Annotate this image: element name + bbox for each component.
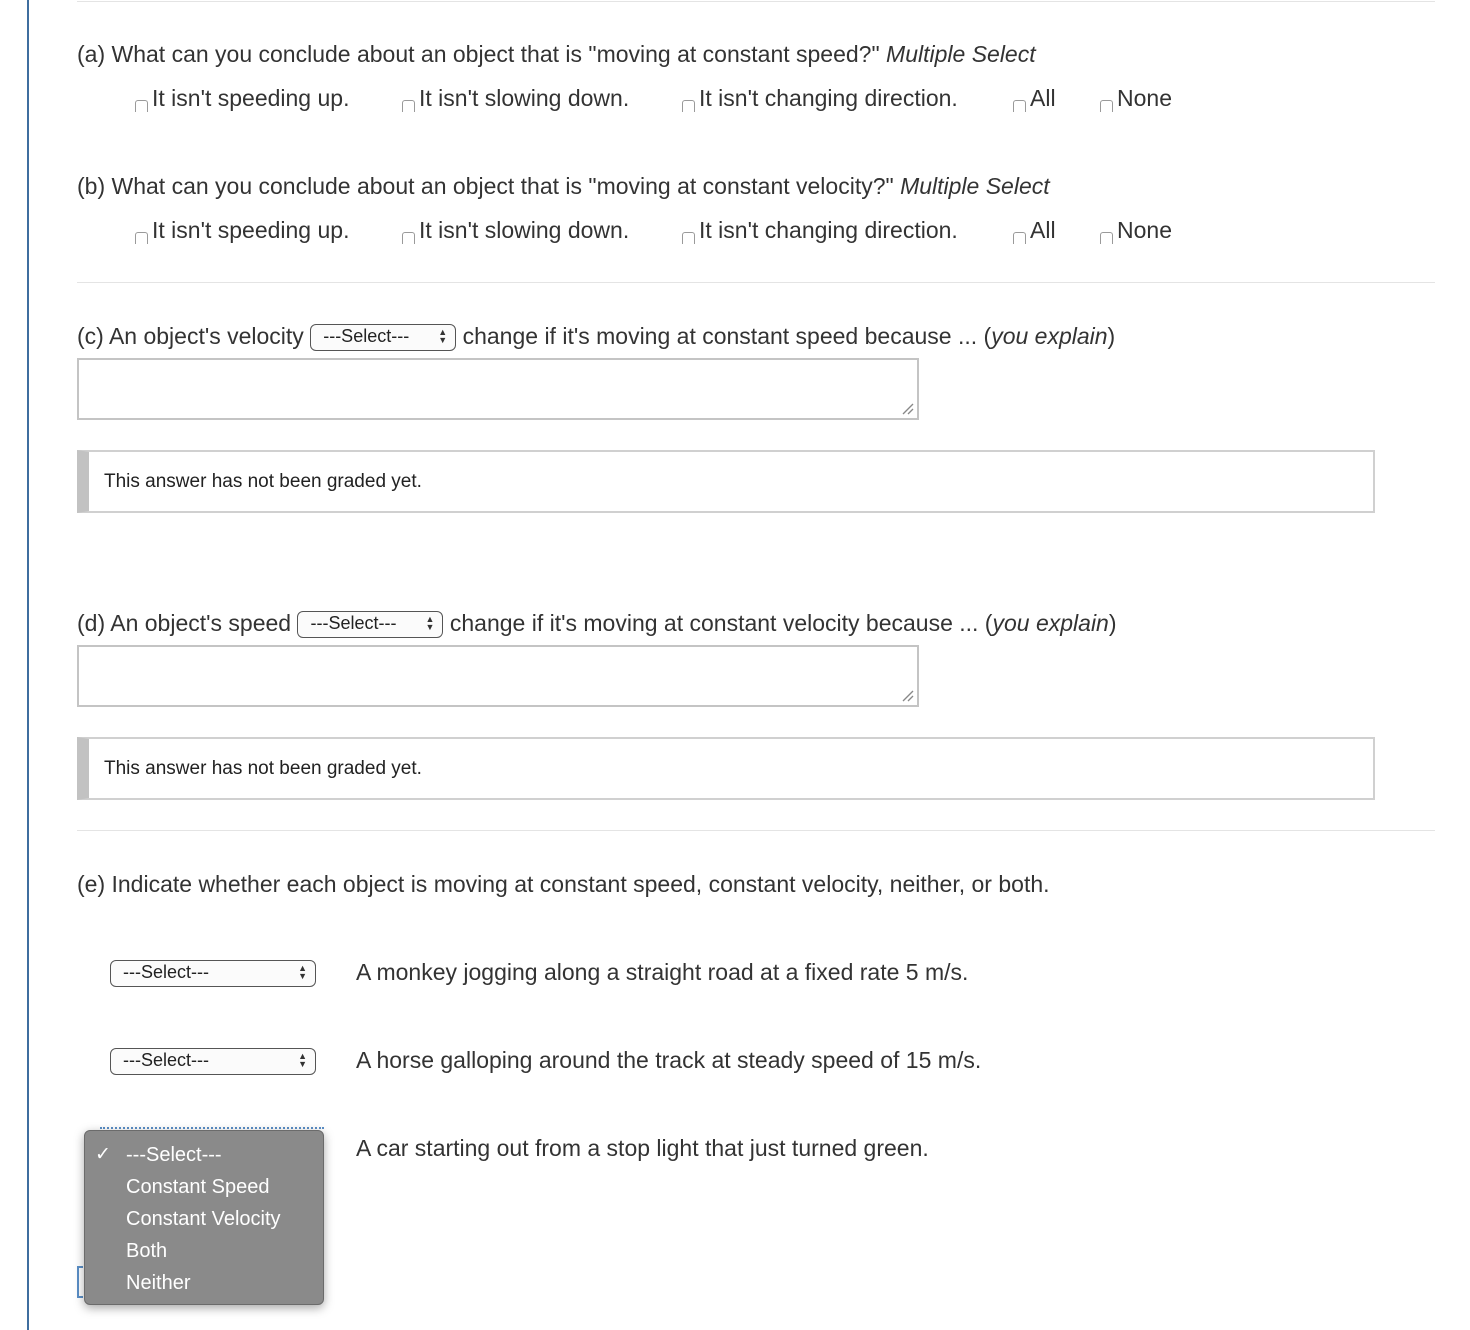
question-c-grading-status: This answer has not been graded yet. <box>77 450 1375 513</box>
dropdown-option-constant-velocity[interactable]: Constant Velocity <box>126 1208 281 1230</box>
checkbox-icon[interactable] <box>402 100 415 112</box>
question-b-mode: Multiple Select <box>900 173 1050 199</box>
dropdown-option-both[interactable]: Both <box>126 1240 168 1262</box>
question-d-prompt: (d) An object's speed ---Select--- ▲ ▼ change if it's moving at constant velocity because ... (you explain) <box>77 610 1117 636</box>
checkbox-icon[interactable] <box>402 232 415 244</box>
select-arrows-icon: ▲ ▼ <box>438 327 448 345</box>
select-arrows-icon: ▲ ▼ <box>298 1051 307 1069</box>
checkbox-icon[interactable] <box>1100 232 1113 244</box>
question-c-select[interactable]: ---Select--- ▲ ▼ <box>310 324 456 351</box>
question-a-option-none[interactable]: None <box>1100 84 1172 112</box>
question-e-item-2-text: A horse galloping around the track at steady speed of 15 m/s. <box>356 1047 982 1073</box>
select-arrows-icon: ▲ ▼ <box>425 614 435 632</box>
checkbox-icon[interactable] <box>1100 100 1113 112</box>
checkmark-icon: ✓ <box>95 1144 111 1165</box>
dropdown-option-select[interactable]: ---Select--- <box>126 1144 222 1166</box>
dropdown-option-neither[interactable]: Neither <box>126 1272 191 1294</box>
question-b-option-direction[interactable]: It isn't changing direction. <box>682 216 958 244</box>
question-e-prompt: (e) Indicate whether each object is moving at constant speed, constant velocity, neither, or both. <box>77 871 1050 897</box>
question-a-option-all[interactable]: All <box>1013 84 1056 112</box>
question-b-option-none[interactable]: None <box>1100 216 1172 244</box>
question-b-option-slowing[interactable]: It isn't slowing down. <box>402 216 629 244</box>
question-e-item-3-dropdown[interactable] <box>84 1130 324 1305</box>
checkbox-icon[interactable] <box>135 232 148 244</box>
checkbox-icon[interactable] <box>1013 232 1026 244</box>
question-d-answer-textarea[interactable] <box>77 645 919 707</box>
checkbox-icon[interactable] <box>135 100 148 112</box>
question-a-mode: Multiple Select <box>886 41 1036 67</box>
question-b-options <box>77 216 1377 244</box>
select-arrows-icon: ▲ ▼ <box>298 963 307 981</box>
divider-ab <box>77 282 1435 283</box>
checkbox-icon[interactable] <box>682 100 695 112</box>
resize-grip-icon[interactable] <box>902 403 914 415</box>
next-field-edge <box>77 1266 83 1298</box>
question-a-option-speeding[interactable]: It isn't speeding up. <box>135 84 349 112</box>
divider-top <box>77 1 1435 2</box>
question-e-item-3-text: A car starting out from a stop light that just turned green. <box>356 1135 929 1161</box>
question-c-answer-textarea[interactable] <box>77 358 919 420</box>
checkbox-icon[interactable] <box>1013 100 1026 112</box>
question-a-option-direction[interactable]: It isn't changing direction. <box>682 84 958 112</box>
question-e-item-2-select[interactable]: ---Select--- ▲ ▼ <box>110 1048 316 1075</box>
question-b-prompt: (b) What can you conclude about an object that is "moving at constant velocity?" Multiple Select <box>77 173 1050 199</box>
question-b-option-speeding[interactable]: It isn't speeding up. <box>135 216 349 244</box>
question-b-option-all[interactable]: All <box>1013 216 1056 244</box>
question-a-options <box>77 84 1377 112</box>
question-a-option-slowing[interactable]: It isn't slowing down. <box>402 84 629 112</box>
question-e-item-1-text: A monkey jogging along a straight road at a fixed rate 5 m/s. <box>356 959 969 985</box>
question-c-prompt: (c) An object's velocity ---Select--- ▲ ▼ change if it's moving at constant speed because ... (you explain) <box>77 323 1116 349</box>
divider-de <box>77 830 1435 831</box>
checkbox-icon[interactable] <box>682 232 695 244</box>
question-d-select[interactable]: ---Select--- ▲ ▼ <box>297 611 443 638</box>
dropdown-option-constant-speed[interactable]: Constant Speed <box>126 1176 270 1198</box>
question-d-grading-status: This answer has not been graded yet. <box>77 737 1375 800</box>
question-a-prompt: (a) What can you conclude about an object that is "moving at constant speed?" Multiple Select <box>77 41 1036 67</box>
resize-grip-icon[interactable] <box>902 690 914 702</box>
question-e-item-1-select[interactable]: ---Select--- ▲ ▼ <box>110 960 316 987</box>
page-left-border <box>27 0 29 1330</box>
